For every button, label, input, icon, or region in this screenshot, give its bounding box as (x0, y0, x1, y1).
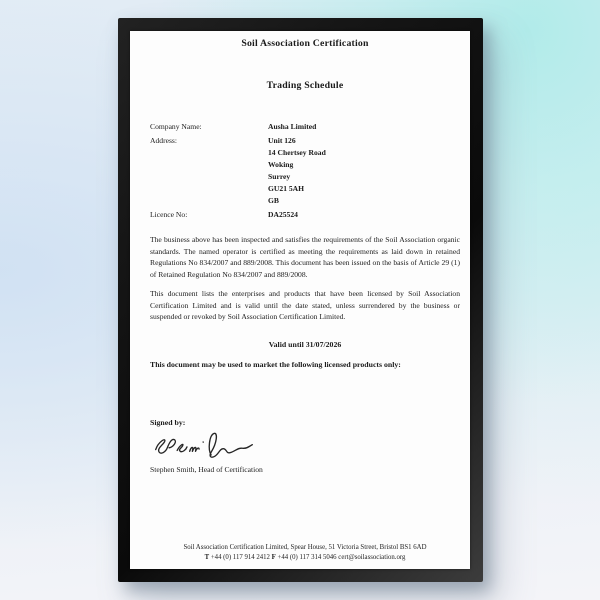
licence-no-value: DA25524 (268, 210, 298, 219)
signed-by-label: Signed by: (150, 417, 186, 427)
certificate-page (130, 31, 470, 569)
market-statement: This document may be used to market the following licensed products only: (150, 359, 401, 369)
licence-no-row (150, 209, 460, 221)
licence-no-label: Licence No: (150, 210, 188, 219)
licence-scope-paragraph: This document lists the enterprises and products that have been licensed by Soil Association Certification Limited and is valid until the date stated, unless surrendered by the business or suspended or revoked by Soil Association Certification Limited. (150, 289, 460, 321)
signatory-name: Stephen Smith, Head of Certification (150, 464, 263, 474)
footer-contact (150, 553, 460, 563)
company-name-label: Company Name: (150, 122, 202, 131)
address-value (268, 135, 326, 207)
address-line: GU21 5AH (268, 184, 305, 193)
address-line: Unit 126 (268, 136, 296, 145)
page-footer (150, 543, 460, 565)
address-line: GB (268, 196, 279, 205)
valid-until-line: Valid until 31/07/2026 (268, 339, 342, 349)
footer-fax-number: +44 (0) 117 314 5046 (277, 553, 337, 561)
cert-header-title: Soil Association Certification (241, 38, 369, 49)
company-name-value: Ausha Limited (268, 122, 317, 131)
address-line: Woking (268, 160, 294, 169)
footer-fax-label: F (271, 553, 276, 561)
document-frame (118, 18, 483, 582)
footer-email: cert@soilassociation.org (338, 553, 406, 561)
address-label: Address: (150, 136, 177, 145)
company-name-row (150, 121, 460, 133)
signature-image (148, 429, 260, 463)
inspection-paragraph: The business above has been inspected and satisfies the requirements of the Soil Association organic standards. The named operator is certified as meeting the requirements as laid down in retained Regulations No 834/2007 and 889/2008. This document has been issued on the basis of Article 29 (1) of Retained Regulation No 834/2007 and 889/2008. (150, 235, 460, 279)
footer-tel-label: T (204, 553, 210, 561)
footer-address: Soil Association Certification Limited, Spear House, 51 Victoria Street, Bristol BS1 6AD (183, 544, 427, 551)
document-title: Trading Schedule (266, 80, 344, 91)
address-row (150, 135, 460, 207)
footer-tel-number: +44 (0) 117 914 2412 (210, 553, 270, 561)
address-line: Surrey (268, 172, 291, 181)
address-line: 14 Chertsey Road (268, 148, 326, 157)
licence-info-block (150, 121, 460, 223)
